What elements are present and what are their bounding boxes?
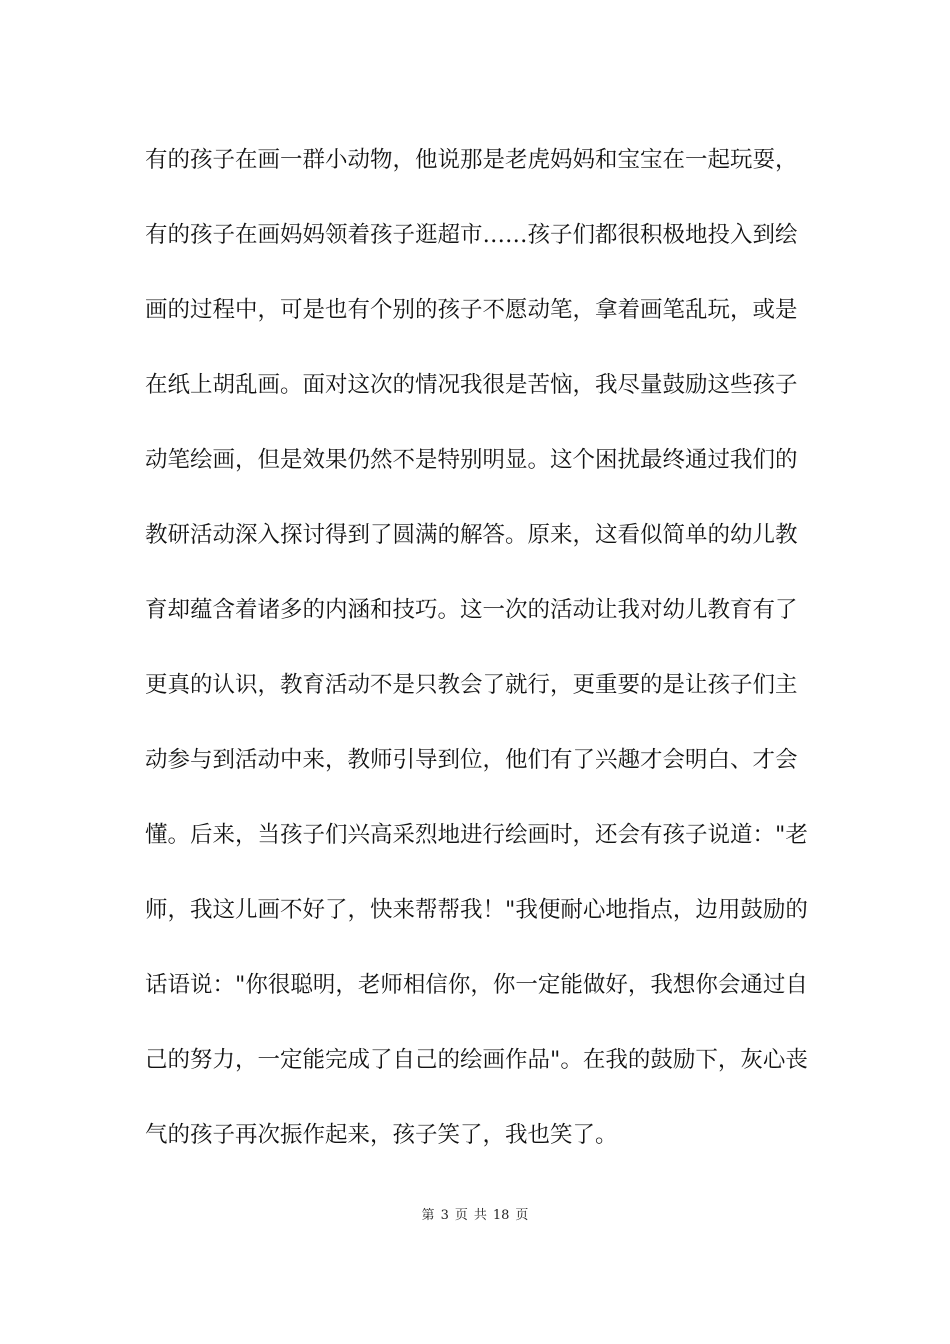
footer-suffix: 页 <box>515 1208 529 1223</box>
page-footer <box>0 1206 950 1226</box>
text-line: 教研活动深入探讨得到了圆满的解答。原来，这看似简单的幼儿教 <box>145 522 798 548</box>
footer-prefix: 第 <box>421 1208 435 1223</box>
text-line: 师，我这儿画不好了，快来帮帮我！"我便耐心地指点，边用鼓励的 <box>145 897 808 923</box>
current-page-number: 3 <box>440 1208 449 1223</box>
text-line: 话语说："你很聪明，老师相信你，你一定能做好，我想你会通过自 <box>145 972 808 998</box>
footer-total-label: 共 <box>473 1208 487 1223</box>
text-line: 更真的认识，教育活动不是只教会了就行，更重要的是让孩子们主 <box>145 672 798 698</box>
body-paragraph <box>145 135 815 1185</box>
text-line: 画的过程中，可是也有个别的孩子不愿动笔，拿着画笔乱玩，或是 <box>145 297 798 323</box>
text-line: 动参与到活动中来，教师引导到位，他们有了兴趣才会明白、才会 <box>145 747 798 773</box>
total-pages-number: 18 <box>492 1208 510 1223</box>
text-line: 气的孩子再次振作起来，孩子笑了，我也笑了。 <box>145 1122 618 1148</box>
text-line: 在纸上胡乱画。面对这次的情况我很是苦恼，我尽量鼓励这些孩子 <box>145 372 798 398</box>
text-line: 懂。后来，当孩子们兴高采烈地进行绘画时，还会有孩子说道："老 <box>145 822 808 848</box>
text-line: 有的孩子在画一群小动物，他说那是老虎妈妈和宝宝在一起玩耍， <box>145 147 798 173</box>
text-line: 有的孩子在画妈妈领着孩子逛超市……孩子们都很积极地投入到绘 <box>145 222 798 248</box>
text-line: 育却蕴含着诸多的内涵和技巧。这一次的活动让我对幼儿教育有了 <box>145 597 798 623</box>
text-line: 动笔绘画，但是效果仍然不是特别明显。这个困扰最终通过我们的 <box>145 447 798 473</box>
text-line: 己的努力，一定能完成了自己的绘画作品"。在我的鼓励下，灰心丧 <box>145 1047 808 1073</box>
footer-page-unit: 页 <box>454 1208 468 1223</box>
